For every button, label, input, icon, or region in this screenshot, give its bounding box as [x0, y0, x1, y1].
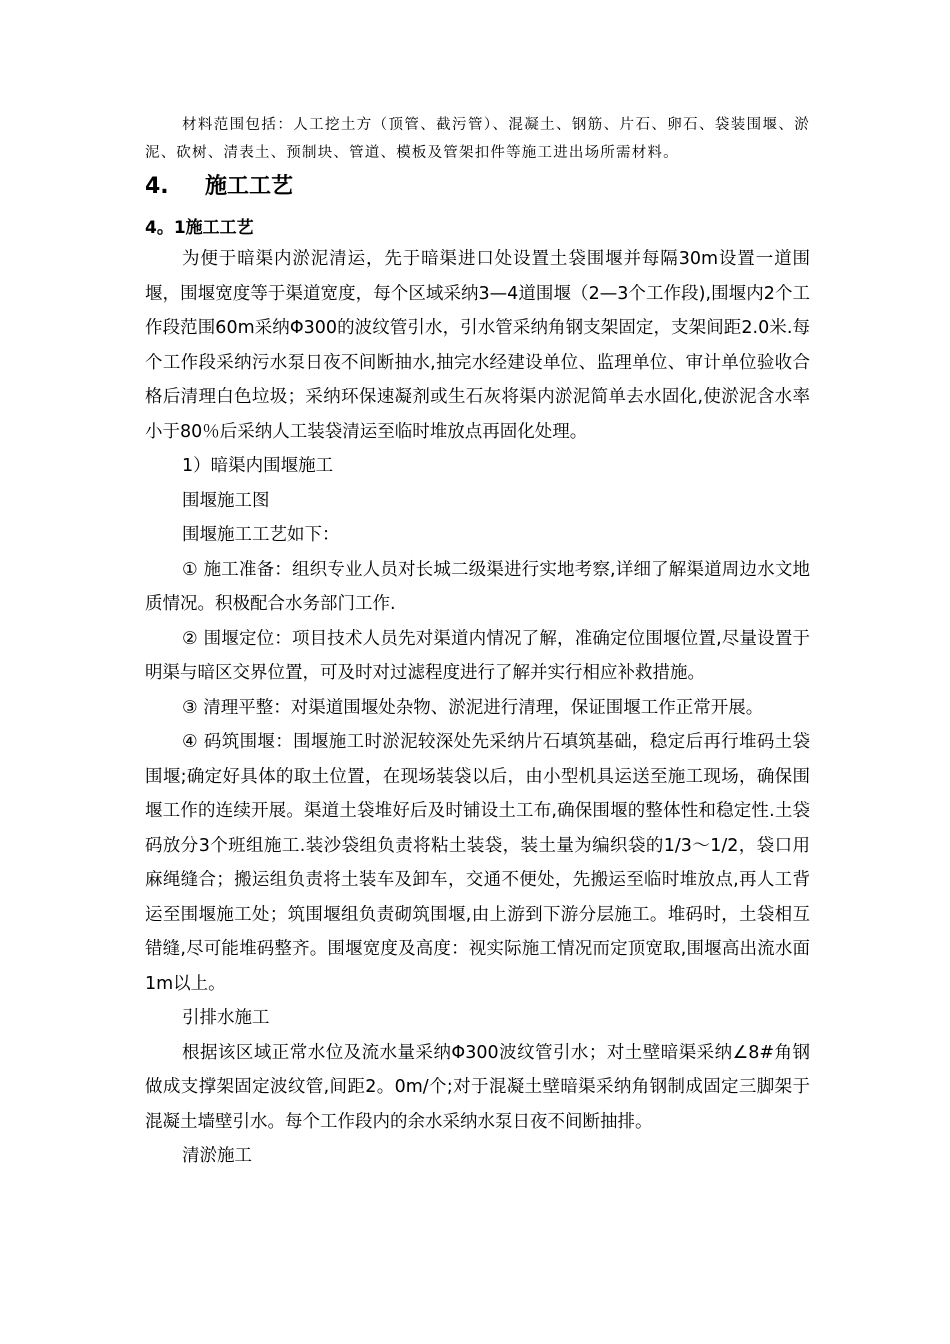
paragraph-process-intro: 围堰施工工艺如下： [182, 525, 340, 545]
paragraph-step-1: ① 施工准备：组织专业人员对长城二级渠进行实地考察,详细了解渠道周边水文地质情况。积极配合水务部门工作. [145, 559, 810, 614]
paragraph-drainage: 根据该区域正常水位及流水量采纳Φ300波纹管引水；对土壁暗渠采纳∠8#角钢做成支撑架固定波纹管,间距2。0m/个;对于混凝土壁暗渠采纳角钢制成固定三脚架于混凝土墙壁引水。每个工作段内的余水采纳水泵日夜不间断抽排。 [145, 1042, 810, 1132]
body-text [145, 242, 810, 1174]
paragraph-figure-caption: 围堰施工图 [182, 490, 270, 511]
paragraph-step-3: ③ 清理平整：对渠道围堰处杂物、淤泥进行清理，保证围堰工作正常开展。 [182, 697, 764, 718]
paragraph-overview: 为便于暗渠内淤泥清运，先于暗渠进口处设置土袋围堰并每隔30m设置一道围堰，围堰宽度等于渠道宽度，每个区域采纳3—4道围堰（2—3个工作段),围堰内2个工作段范围60m采纳Φ300的波纹管引水，引水管采纳角钢支架固定，支架间距2.0米.每个工作段采纳污水泵日夜不间断抽水,抽完水经建设单位、监理单位、审计单位验收合格后清理白色垃圾；采纳环保速凝剂或生石灰将渠内淤泥简单去水固化,使淤泥含水率小于80％后采纳人工装袋清运至临时堆放点再固化处理。 [145, 249, 810, 442]
paragraph-step-4: ④ 码筑围堰：围堰施工时淤泥较深处先采纳片石填筑基础，稳定后再行堆码土袋围堰;确定好具体的取土位置，在现场装袋以后，由小型机具运送至施工现场，确保围堰工作的连续开展。渠道土袋堆好后及时铺设土工布,确保围堰的整体性和稳定性.土袋码放分3个班组施工.装沙袋组负责将粘土装袋，装土量为编织袋的1/3～1/2，袋口用麻绳缝合；搬运组负责将土装车及卸车，交通不便处，先搬运至临时堆放点,再人工背运至围堰施工处；筑围堰组负责砌筑围堰,由上游到下游分层施工。堆码时，土袋相互错缝,尽可能堆码整齐。围堰宽度及高度：视实际施工情况而定顶宽取,围堰高出流水面1m以上。 [145, 732, 810, 994]
subsection-heading: 4。1施工工艺 [145, 218, 254, 238]
section-heading [145, 170, 293, 204]
paragraph-step-2: ② 围堰定位：项目技术人员先对渠道内情况了解，准确定位围堰位置,尽量设置于明渠与暗区交界位置，可及时对过滤程度进行了解并实行相应补救措施。 [145, 628, 810, 683]
section-title: 施工工艺 [205, 174, 294, 199]
section-number: 4. [145, 174, 169, 199]
paragraph-item-heading: 1）暗渠内围堰施工 [182, 456, 334, 476]
paragraph-drainage-heading: 引排水施工 [182, 1008, 270, 1028]
paragraph-dredging-heading: 清淤施工 [182, 1146, 252, 1166]
intro-paragraph: 材料范围包括：人工挖土方（顶管、截污管）、混凝土、钢筋、片石、卵石、袋装围堰、淤泥、砍树、清表土、预制块、管道、模板及管架扣件等施工进出场所需材料。 [145, 117, 810, 161]
